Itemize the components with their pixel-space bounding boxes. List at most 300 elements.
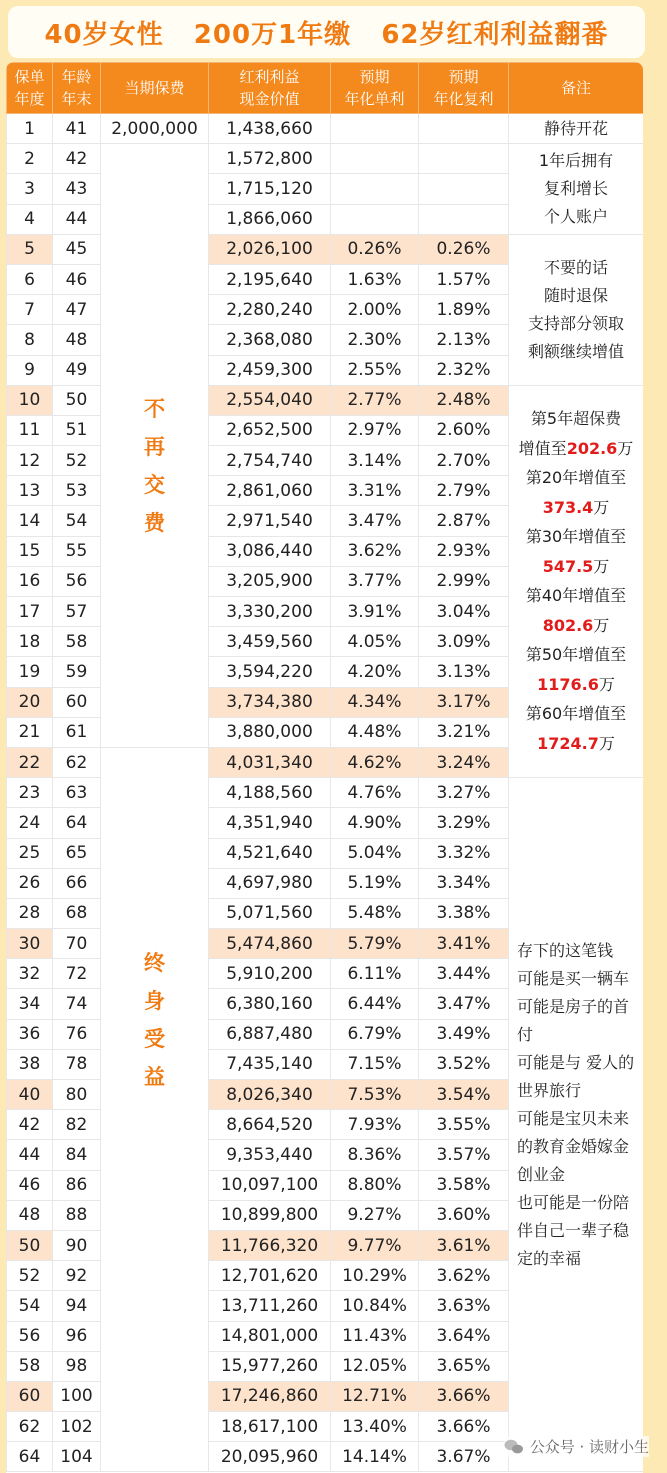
cell-premium: 2,000,000 xyxy=(101,114,209,144)
cell-policy-year: 2 xyxy=(7,144,53,174)
remark-line: 复利增长 xyxy=(543,178,608,198)
cell-cash-value: 1,715,120 xyxy=(209,174,331,204)
cell-cash-value: 2,554,040 xyxy=(209,385,331,415)
cell-cash-value: 1,572,800 xyxy=(209,144,331,174)
remark-growth-line xyxy=(513,404,639,434)
cell-cash-value: 3,880,000 xyxy=(209,717,331,747)
cell-compound-rate: 2.87% xyxy=(419,506,509,536)
cell-policy-year: 25 xyxy=(7,838,53,868)
cell-compound-rate: 2.60% xyxy=(419,415,509,445)
cell-compound-rate xyxy=(419,174,509,204)
cell-compound-rate: 3.52% xyxy=(419,1049,509,1079)
cell-cash-value: 9,353,440 xyxy=(209,1140,331,1170)
remark-line: 可能是买一辆车 xyxy=(517,968,630,988)
cell-compound-rate: 3.66% xyxy=(419,1381,509,1411)
cell-compound-rate xyxy=(419,204,509,234)
cell-policy-year: 56 xyxy=(7,1321,53,1351)
cell-simple-rate: 4.20% xyxy=(331,657,419,687)
cell-compound-rate: 3.47% xyxy=(419,989,509,1019)
cell-cash-value: 2,971,540 xyxy=(209,506,331,536)
remark-line: 伴自己一辈子稳 xyxy=(517,1220,630,1240)
cell-cash-value: 6,887,480 xyxy=(209,1019,331,1049)
cell-age: 62 xyxy=(53,747,101,777)
vertical-label-char: 终 xyxy=(144,950,165,975)
cell-compound-rate: 3.04% xyxy=(419,597,509,627)
remark-growth-text: 第40年增值至 xyxy=(525,586,627,606)
cell-policy-year: 36 xyxy=(7,1019,53,1049)
cell-policy-year: 16 xyxy=(7,566,53,596)
cell-simple-rate: 8.80% xyxy=(331,1170,419,1200)
cell-cash-value: 15,977,260 xyxy=(209,1351,331,1381)
benefit-table-sheet xyxy=(6,62,643,1473)
remark-growth-text: 增值至 xyxy=(518,438,567,458)
cell-age: 43 xyxy=(53,174,101,204)
cell-simple-rate: 5.19% xyxy=(331,868,419,898)
remark-line: 付 xyxy=(517,1024,534,1044)
cell-simple-rate: 4.62% xyxy=(331,747,419,777)
cell-simple-rate: 10.29% xyxy=(331,1261,419,1291)
cell-compound-rate: 2.93% xyxy=(419,536,509,566)
cell-age: 56 xyxy=(53,566,101,596)
cell-simple-rate: 9.77% xyxy=(331,1230,419,1260)
cell-compound-rate: 3.64% xyxy=(419,1321,509,1351)
cell-policy-year: 1 xyxy=(7,114,53,144)
cell-age: 96 xyxy=(53,1321,101,1351)
cell-compound-rate: 2.48% xyxy=(419,385,509,415)
cell-simple-rate: 13.40% xyxy=(331,1412,419,1442)
cell-policy-year: 60 xyxy=(7,1381,53,1411)
cell-cash-value: 13,711,260 xyxy=(209,1291,331,1321)
remark-growth-text: 第20年增值至 xyxy=(525,468,627,488)
cell-age: 51 xyxy=(53,415,101,445)
vertical-label-char: 身 xyxy=(144,988,165,1013)
cell-simple-rate: 2.97% xyxy=(331,415,419,445)
cell-policy-year: 58 xyxy=(7,1351,53,1381)
cell-cash-value: 5,910,200 xyxy=(209,959,331,989)
cell-compound-rate: 3.54% xyxy=(419,1080,509,1110)
cell-policy-year: 15 xyxy=(7,536,53,566)
remark-line: 可能是宝贝未来 xyxy=(517,1108,630,1128)
cell-simple-rate: 2.55% xyxy=(331,355,419,385)
cell-age: 59 xyxy=(53,657,101,687)
vertical-label-char: 不 xyxy=(144,396,165,421)
cell-cash-value: 20,095,960 xyxy=(209,1442,331,1472)
table-body xyxy=(7,114,644,1472)
cell-simple-rate: 4.48% xyxy=(331,717,419,747)
cell-compound-rate: 3.17% xyxy=(419,687,509,717)
cell-age: 57 xyxy=(53,597,101,627)
cell-cash-value: 5,474,860 xyxy=(209,929,331,959)
vertical-label-char: 益 xyxy=(144,1064,165,1089)
cell-simple-rate xyxy=(331,114,419,144)
cell-age: 92 xyxy=(53,1261,101,1291)
cell-policy-year: 5 xyxy=(7,234,53,264)
cell-simple-rate: 3.77% xyxy=(331,566,419,596)
cell-simple-rate: 4.05% xyxy=(331,627,419,657)
cell-compound-rate: 3.29% xyxy=(419,808,509,838)
remark-growth-amount: 202.6 xyxy=(566,438,618,458)
cell-policy-year: 32 xyxy=(7,959,53,989)
remark-growth-line xyxy=(513,640,639,670)
cell-cash-value: 2,026,100 xyxy=(209,234,331,264)
cell-compound-rate: 3.41% xyxy=(419,929,509,959)
cell-compound-rate: 3.63% xyxy=(419,1291,509,1321)
cell-simple-rate: 3.47% xyxy=(331,506,419,536)
remark-growth-line xyxy=(513,729,639,759)
page-title: 40岁女性 200万1年缴 62岁红利利益翻番 xyxy=(44,19,609,50)
remark-growth-line xyxy=(513,699,639,729)
cell-compound-rate: 3.13% xyxy=(419,657,509,687)
cell-policy-year: 9 xyxy=(7,355,53,385)
header-compound-rate: 预期 年化复利 xyxy=(419,63,509,114)
header-age: 年龄 年末 xyxy=(53,63,101,114)
cell-simple-rate: 4.90% xyxy=(331,808,419,838)
cell-simple-rate: 12.05% xyxy=(331,1351,419,1381)
cell-policy-year: 3 xyxy=(7,174,53,204)
cell-simple-rate: 5.79% xyxy=(331,929,419,959)
cell-lifetime-benefit xyxy=(101,747,209,1472)
cell-compound-rate: 2.70% xyxy=(419,446,509,476)
cell-age: 55 xyxy=(53,536,101,566)
cell-compound-rate: 0.26% xyxy=(419,234,509,264)
cell-simple-rate: 2.30% xyxy=(331,325,419,355)
cell-cash-value: 4,351,940 xyxy=(209,808,331,838)
cell-policy-year: 22 xyxy=(7,747,53,777)
cell-cash-value: 17,246,860 xyxy=(209,1381,331,1411)
cell-compound-rate: 3.27% xyxy=(419,778,509,808)
cell-cash-value: 10,899,800 xyxy=(209,1200,331,1230)
cell-policy-year: 11 xyxy=(7,415,53,445)
cell-policy-year: 14 xyxy=(7,506,53,536)
cell-age: 70 xyxy=(53,929,101,959)
header-remarks: 备注 xyxy=(509,63,644,114)
cell-no-more-premium xyxy=(101,144,209,748)
remark-growth-line xyxy=(513,670,639,700)
cell-simple-rate: 12.71% xyxy=(331,1381,419,1411)
cell-cash-value: 2,754,740 xyxy=(209,446,331,476)
cell-simple-rate: 6.11% xyxy=(331,959,419,989)
remark-growth-unit: 万 xyxy=(593,615,610,635)
cell-policy-year: 64 xyxy=(7,1442,53,1472)
remark-growth-unit: 万 xyxy=(593,556,610,576)
vertical-label-char: 费 xyxy=(144,510,165,535)
cell-policy-year: 42 xyxy=(7,1110,53,1140)
cell-cash-value: 14,801,000 xyxy=(209,1321,331,1351)
title-banner xyxy=(8,6,645,58)
cell-compound-rate: 3.24% xyxy=(419,747,509,777)
cell-policy-year: 4 xyxy=(7,204,53,234)
cell-compound-rate: 3.21% xyxy=(419,717,509,747)
cell-policy-year: 20 xyxy=(7,687,53,717)
cell-simple-rate: 1.63% xyxy=(331,264,419,294)
cell-cash-value: 18,617,100 xyxy=(209,1412,331,1442)
remark-line: 1年后拥有 xyxy=(538,150,614,170)
cell-policy-year: 21 xyxy=(7,717,53,747)
cell-compound-rate xyxy=(419,114,509,144)
cell-cash-value: 8,664,520 xyxy=(209,1110,331,1140)
cell-age: 50 xyxy=(53,385,101,415)
cell-compound-rate: 3.62% xyxy=(419,1261,509,1291)
remark-line: 创业金 xyxy=(517,1164,566,1184)
cell-cash-value: 7,435,140 xyxy=(209,1049,331,1079)
cell-age: 65 xyxy=(53,838,101,868)
cell-compound-rate: 3.32% xyxy=(419,838,509,868)
cell-cash-value: 3,459,560 xyxy=(209,627,331,657)
cell-policy-year: 23 xyxy=(7,778,53,808)
cell-age: 104 xyxy=(53,1442,101,1472)
cell-age: 58 xyxy=(53,627,101,657)
header-simple-rate: 预期 年化单利 xyxy=(331,63,419,114)
vertical-label-char: 交 xyxy=(144,472,165,497)
cell-policy-year: 40 xyxy=(7,1080,53,1110)
cell-age: 41 xyxy=(53,114,101,144)
cell-simple-rate: 3.91% xyxy=(331,597,419,627)
cell-simple-rate: 9.27% xyxy=(331,1200,419,1230)
cell-compound-rate: 3.34% xyxy=(419,868,509,898)
remark-line: 也可能是一份陪 xyxy=(517,1192,630,1212)
remark-line: 的教育金婚嫁金 xyxy=(517,1136,630,1156)
cell-cash-value: 2,861,060 xyxy=(209,476,331,506)
remark-growth-line xyxy=(513,611,639,641)
header-premium: 当期保费 xyxy=(101,63,209,114)
cell-age: 60 xyxy=(53,687,101,717)
cell-age: 64 xyxy=(53,808,101,838)
cell-simple-rate xyxy=(331,174,419,204)
remark-line: 剩额继续增值 xyxy=(527,341,624,361)
cell-simple-rate: 3.14% xyxy=(331,446,419,476)
cell-age: 72 xyxy=(53,959,101,989)
remark-growth-unit: 万 xyxy=(593,497,610,517)
cell-policy-year: 34 xyxy=(7,989,53,1019)
cell-cash-value: 3,330,200 xyxy=(209,597,331,627)
cell-cash-value: 4,697,980 xyxy=(209,868,331,898)
cell-age: 100 xyxy=(53,1381,101,1411)
cell-age: 90 xyxy=(53,1230,101,1260)
cell-age: 78 xyxy=(53,1049,101,1079)
cell-policy-year: 24 xyxy=(7,808,53,838)
cell-age: 84 xyxy=(53,1140,101,1170)
remark-growth-unit: 万 xyxy=(598,674,615,694)
cell-age: 52 xyxy=(53,446,101,476)
cell-simple-rate: 8.36% xyxy=(331,1140,419,1170)
remark-growth-amount: 1176.6 xyxy=(537,674,599,694)
cell-simple-rate: 4.34% xyxy=(331,687,419,717)
cell-policy-year: 10 xyxy=(7,385,53,415)
cell-age: 98 xyxy=(53,1351,101,1381)
cell-cash-value: 2,459,300 xyxy=(209,355,331,385)
remark-growth-amount: 373.4 xyxy=(542,497,594,517)
cell-compound-rate: 2.99% xyxy=(419,566,509,596)
remark-growth-line xyxy=(513,434,639,464)
remark-line: 可能是与 爱人的 xyxy=(517,1052,635,1072)
cell-age: 76 xyxy=(53,1019,101,1049)
cell-policy-year: 19 xyxy=(7,657,53,687)
cell-cash-value: 4,521,640 xyxy=(209,838,331,868)
remark-line: 不要的话 xyxy=(543,257,608,277)
table-header-row xyxy=(7,63,644,114)
cell-age: 94 xyxy=(53,1291,101,1321)
cell-age: 44 xyxy=(53,204,101,234)
remark-growth-amount: 802.6 xyxy=(542,615,594,635)
cell-policy-year: 12 xyxy=(7,446,53,476)
cell-cash-value: 3,086,440 xyxy=(209,536,331,566)
cell-age: 48 xyxy=(53,325,101,355)
remark-line: 个人账户 xyxy=(543,206,608,226)
cell-simple-rate: 3.31% xyxy=(331,476,419,506)
remark-account xyxy=(509,144,644,235)
watermark xyxy=(504,1436,649,1457)
cell-cash-value: 5,071,560 xyxy=(209,898,331,928)
cell-simple-rate: 6.79% xyxy=(331,1019,419,1049)
cell-compound-rate: 3.67% xyxy=(419,1442,509,1472)
remark-surrender xyxy=(509,234,644,385)
cell-cash-value: 1,438,660 xyxy=(209,114,331,144)
cell-compound-rate: 3.60% xyxy=(419,1200,509,1230)
cell-age: 45 xyxy=(53,234,101,264)
cell-cash-value: 11,766,320 xyxy=(209,1230,331,1260)
remark-growth-line xyxy=(513,522,639,552)
cell-age: 49 xyxy=(53,355,101,385)
cell-compound-rate: 3.38% xyxy=(419,898,509,928)
remark-growth-amount: 547.5 xyxy=(542,556,594,576)
cell-simple-rate: 6.44% xyxy=(331,989,419,1019)
watermark-text: 公众号 · 读财小生 xyxy=(529,1438,649,1456)
cell-policy-year: 54 xyxy=(7,1291,53,1321)
cell-compound-rate: 3.09% xyxy=(419,627,509,657)
cell-simple-rate: 2.77% xyxy=(331,385,419,415)
cell-compound-rate: 3.66% xyxy=(419,1412,509,1442)
header-cash-value: 红利利益 现金价值 xyxy=(209,63,331,114)
cell-simple-rate: 7.53% xyxy=(331,1080,419,1110)
cell-cash-value: 12,701,620 xyxy=(209,1261,331,1291)
remark-growth-line xyxy=(513,581,639,611)
cell-compound-rate: 1.57% xyxy=(419,264,509,294)
cell-age: 63 xyxy=(53,778,101,808)
cell-age: 82 xyxy=(53,1110,101,1140)
remark-growth-amount: 1724.7 xyxy=(537,733,599,753)
cell-compound-rate: 3.44% xyxy=(419,959,509,989)
cell-cash-value: 1,866,060 xyxy=(209,204,331,234)
cell-age: 42 xyxy=(53,144,101,174)
cell-simple-rate: 5.48% xyxy=(331,898,419,928)
cell-policy-year: 28 xyxy=(7,898,53,928)
remark-growth-line xyxy=(513,463,639,493)
cell-compound-rate: 3.65% xyxy=(419,1351,509,1381)
cell-policy-year: 26 xyxy=(7,868,53,898)
cell-compound-rate xyxy=(419,144,509,174)
cell-cash-value: 2,368,080 xyxy=(209,325,331,355)
remark-growth-line xyxy=(513,552,639,582)
cell-compound-rate: 1.89% xyxy=(419,295,509,325)
cell-cash-value: 3,594,220 xyxy=(209,657,331,687)
cell-policy-year: 17 xyxy=(7,597,53,627)
remark-growth-unit: 万 xyxy=(617,438,634,458)
cell-cash-value: 3,205,900 xyxy=(209,566,331,596)
cell-compound-rate: 3.61% xyxy=(419,1230,509,1260)
cell-age: 46 xyxy=(53,264,101,294)
vertical-label-char: 受 xyxy=(144,1026,165,1051)
cell-policy-year: 13 xyxy=(7,476,53,506)
cell-simple-rate: 3.62% xyxy=(331,536,419,566)
cell-policy-year: 50 xyxy=(7,1230,53,1260)
benefit-table xyxy=(6,62,643,1472)
cell-cash-value: 4,188,560 xyxy=(209,778,331,808)
remark-growth-text: 第60年增值至 xyxy=(525,704,627,724)
cell-age: 86 xyxy=(53,1170,101,1200)
remark-line: 支持部分领取 xyxy=(527,313,624,333)
wechat-icon xyxy=(504,1439,524,1455)
remark-growth-text: 第5年超保费 xyxy=(530,409,622,429)
remark-growth-text: 第50年增值至 xyxy=(525,645,627,665)
table-row xyxy=(7,144,644,174)
cell-cash-value: 2,652,500 xyxy=(209,415,331,445)
cell-age: 80 xyxy=(53,1080,101,1110)
cell-age: 88 xyxy=(53,1200,101,1230)
remark-line: 定的幸福 xyxy=(517,1248,582,1268)
cell-simple-rate: 11.43% xyxy=(331,1321,419,1351)
cell-cash-value: 8,026,340 xyxy=(209,1080,331,1110)
cell-simple-rate: 7.15% xyxy=(331,1049,419,1079)
cell-cash-value: 6,380,160 xyxy=(209,989,331,1019)
cell-compound-rate: 2.32% xyxy=(419,355,509,385)
cell-compound-rate: 2.79% xyxy=(419,476,509,506)
cell-age: 61 xyxy=(53,717,101,747)
cell-cash-value: 2,195,640 xyxy=(209,264,331,294)
cell-compound-rate: 3.58% xyxy=(419,1170,509,1200)
cell-simple-rate: 10.84% xyxy=(331,1291,419,1321)
remark-dreams xyxy=(509,778,644,1472)
vertical-label-char: 再 xyxy=(144,434,165,459)
cell-compound-rate: 3.49% xyxy=(419,1019,509,1049)
cell-policy-year: 48 xyxy=(7,1200,53,1230)
cell-policy-year: 6 xyxy=(7,264,53,294)
cell-age: 74 xyxy=(53,989,101,1019)
cell-policy-year: 62 xyxy=(7,1412,53,1442)
cell-cash-value: 4,031,340 xyxy=(209,747,331,777)
cell-simple-rate: 14.14% xyxy=(331,1442,419,1472)
cell-simple-rate: 4.76% xyxy=(331,778,419,808)
cell-age: 54 xyxy=(53,506,101,536)
cell-simple-rate: 5.04% xyxy=(331,838,419,868)
remark-growth-unit: 万 xyxy=(598,733,615,753)
cell-age: 53 xyxy=(53,476,101,506)
remark-line: 随时退保 xyxy=(543,285,608,305)
cell-cash-value: 2,280,240 xyxy=(209,295,331,325)
cell-age: 47 xyxy=(53,295,101,325)
cell-policy-year: 8 xyxy=(7,325,53,355)
cell-policy-year: 7 xyxy=(7,295,53,325)
remark-growth xyxy=(509,385,644,777)
remark-growth-line xyxy=(513,493,639,523)
cell-simple-rate: 0.26% xyxy=(331,234,419,264)
cell-policy-year: 18 xyxy=(7,627,53,657)
table-row xyxy=(7,114,644,144)
cell-policy-year: 52 xyxy=(7,1261,53,1291)
remark-line: 可能是房子的首 xyxy=(517,996,630,1016)
cell-policy-year: 30 xyxy=(7,929,53,959)
cell-simple-rate xyxy=(331,204,419,234)
header-policy-year: 保单 年度 xyxy=(7,63,53,114)
cell-age: 66 xyxy=(53,868,101,898)
cell-policy-year: 44 xyxy=(7,1140,53,1170)
cell-simple-rate: 7.93% xyxy=(331,1110,419,1140)
cell-compound-rate: 3.55% xyxy=(419,1110,509,1140)
cell-compound-rate: 3.57% xyxy=(419,1140,509,1170)
cell-cash-value: 10,097,100 xyxy=(209,1170,331,1200)
remark-line: 世界旅行 xyxy=(517,1080,582,1100)
cell-compound-rate: 2.13% xyxy=(419,325,509,355)
remark-bloom xyxy=(509,114,644,144)
